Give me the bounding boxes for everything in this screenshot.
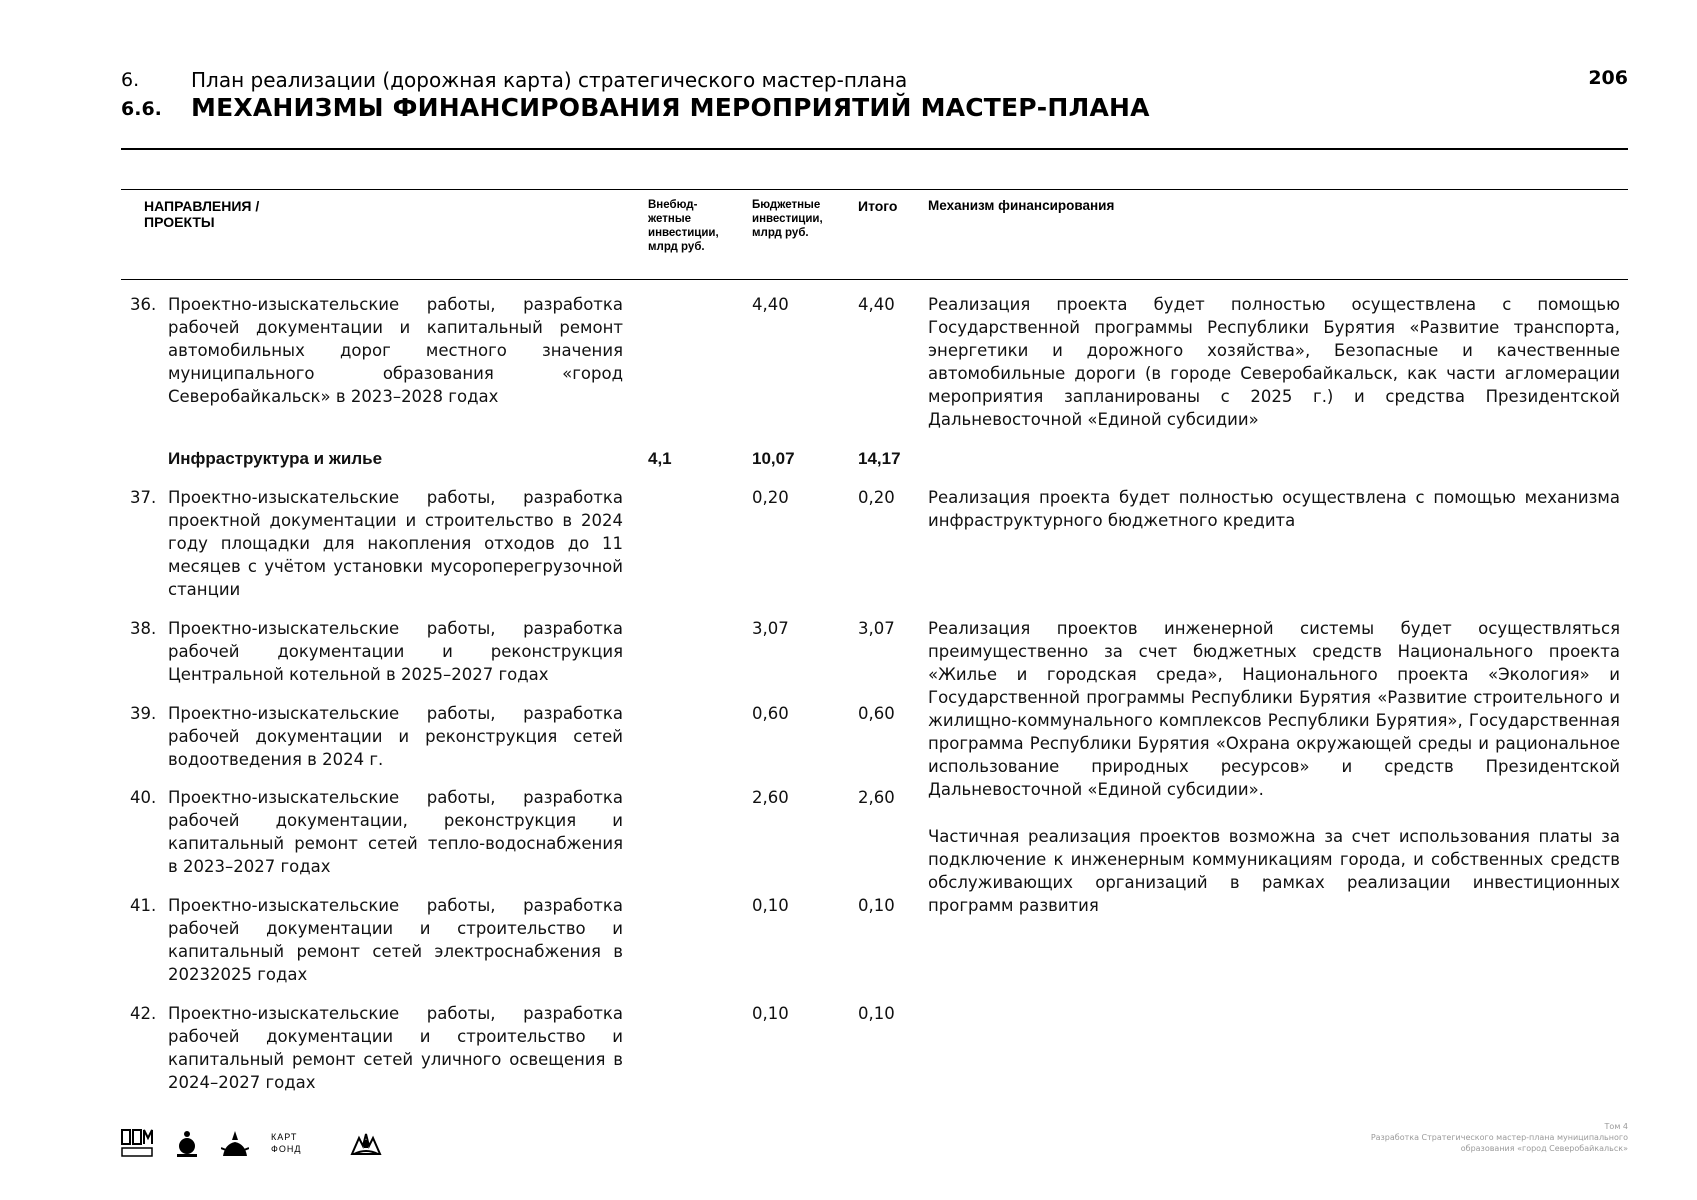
row-number: 37. — [130, 488, 157, 507]
city-emblem — [221, 1128, 249, 1158]
total-value: 3,07 — [858, 619, 895, 638]
budget-value: 4,40 — [752, 295, 789, 314]
footer-volume: Том 4 — [1604, 1122, 1628, 1131]
budget-value: 0,20 — [752, 488, 789, 507]
row-number: 41. — [130, 896, 157, 915]
budget-value: 0,10 — [752, 896, 789, 915]
section-name: Инфраструктура и жилье — [168, 449, 383, 468]
financing-mechanism: Реализация проектов инженерной системы будет осуществляться преимущественно за счет бюджетных средств Национального проекта «Жилье и городская среда», Национального проекта «Экология» и Государственной программы Республики Бурятия «Развитие строительного и жилищно-коммунального комплексов Республики Бурятия», Государственная программа Республики Бурятия «Охрана окружающей среды и рациональное использование природных ресурсов» и средств Президентской Дальневосточной «Единой субсидии». — [928, 619, 1620, 799]
project-name: Проектно-изыскательские работы, разработка рабочей документации и капитальный ремонт автомобильных дорог местного значения муниципального образования «город Северобайкальск» в 2023–2028 годах — [168, 295, 623, 406]
header-mechanism: Механизм финансирования — [928, 198, 1115, 213]
row-number: 38. — [130, 619, 157, 638]
subsection-number: 6.6. — [121, 98, 162, 120]
offbudget-value: 4,1 — [648, 449, 672, 468]
kartfond-logo — [271, 1131, 327, 1155]
budget-value: 10,07 — [752, 449, 795, 468]
total-value: 4,40 — [858, 295, 895, 314]
section-title: План реализации (дорожная карта) стратегического мастер-плана — [191, 68, 908, 92]
dom-rf-logo — [121, 1128, 153, 1158]
project-name: Проектно-изыскательские работы, разработка рабочей документации и строительство и капитальный ремонт сетей электроснабжения в 20232025 годах — [168, 896, 623, 984]
table-top-rule — [121, 189, 1628, 190]
financing-mechanism: Реализация проекта будет полностью осуществлена с помощью механизма инфраструктурного бюджетного кредита — [928, 488, 1620, 530]
row-number: 42. — [130, 1004, 157, 1023]
project-name: Проектно-изыскательские работы, разработка рабочей документации и строительство и капитальный ремонт сетей уличного освещения в 2024–2027 годах — [168, 1004, 623, 1092]
header-divider — [121, 148, 1628, 150]
total-value: 0,20 — [858, 488, 895, 507]
financing-mechanism: Реализация проекта будет полностью осуществлена с помощью Государственной программы Республики Бурятия «Развитие транспорта, энергетики и дорожного хозяйства», Безопасные и качественные автомобильные дороги (в городе Северобайкальск, как части агломерации мероприятия запланированы с 2025 г.) и средства Президентской Дальневосточной «Единой субсидии» — [928, 295, 1620, 429]
total-value: 0,10 — [858, 1004, 895, 1023]
budget-value: 2,60 — [752, 788, 789, 807]
header-total: Итого — [858, 198, 898, 214]
kartfond-text: КАРТ ФОНД — [271, 1132, 302, 1154]
total-value: 0,60 — [858, 704, 895, 723]
buryatia-emblem — [175, 1128, 199, 1158]
project-name: Проектно-изыскательские работы, разработка рабочей документации и реконструкция Центральной котельной в 2025–2027 годах — [168, 619, 623, 684]
page-number: 206 — [1588, 67, 1628, 89]
row-number: 39. — [130, 704, 157, 723]
total-value: 0,10 — [858, 896, 895, 915]
budget-value: 3,07 — [752, 619, 789, 638]
baikal-logo — [349, 1128, 383, 1158]
row-number: 36. — [130, 295, 157, 314]
project-name: Проектно-изыскательские работы, разработка проектной документации и строительство в 2024 году площадки для накопления отходов до 11 месяцев с учётом установки мусороперегрузочной станции — [168, 488, 623, 599]
header-directions: НАПРАВЛЕНИЯ / ПРОЕКТЫ — [144, 198, 260, 230]
row-number: 40. — [130, 788, 157, 807]
financing-mechanism: Частичная реализация проектов возможна за счет использования платы за подключение к инженерным коммуникациям города, и собственных средств обслуживающих организаций в рамках реализации инвестиционных программ развития — [928, 827, 1620, 915]
total-value: 14,17 — [858, 449, 901, 468]
footer-project-title-2: образования «город Северобайкальск» — [1460, 1144, 1628, 1153]
project-name: Проектно-изыскательские работы, разработка рабочей документации, реконструкция и капитальный ремонт сетей тепло-водоснабжения в 2023–2027 годах — [168, 788, 623, 876]
project-name: Проектно-изыскательские работы, разработка рабочей документации и реконструкция сетей водоотведения в 2024 г. — [168, 704, 623, 769]
header-offbudget: Внебюд- жетные инвестиции, млрд руб. — [648, 199, 719, 253]
budget-value: 0,10 — [752, 1004, 789, 1023]
footer-logos — [121, 1128, 383, 1158]
header-budget: Бюджетные инвестиции, млрд руб. — [752, 199, 823, 239]
total-value: 2,60 — [858, 788, 895, 807]
footer-project-title-1: Разработка Стратегического мастер-плана муниципального — [1370, 1133, 1628, 1142]
section-number: 6. — [121, 69, 140, 91]
footer-document-info — [1371, 1121, 1628, 1154]
table-header-rule — [121, 279, 1628, 280]
subsection-title: МЕХАНИЗМЫ ФИНАНСИРОВАНИЯ МЕРОПРИЯТИЙ МАСТЕР-ПЛАНА — [191, 93, 1150, 122]
budget-value: 0,60 — [752, 704, 789, 723]
